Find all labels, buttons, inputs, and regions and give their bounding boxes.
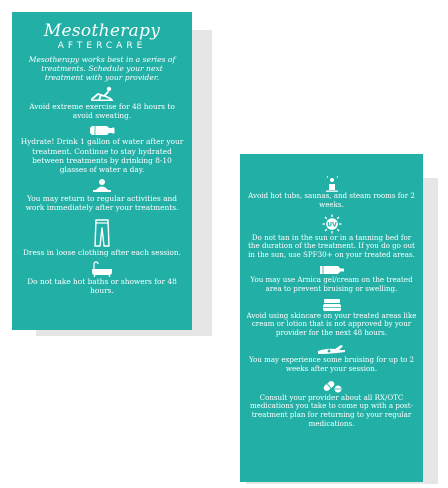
sauna-icon: [325, 176, 339, 192]
aftercare-item: [12, 261, 192, 295]
aftercare-item: [240, 264, 423, 294]
item-text: You may experience some bruising for up to 2 weeks after your session.: [248, 354, 415, 373]
work-icon: [89, 178, 115, 194]
arm-bruise-icon: [317, 342, 347, 356]
pants-icon: [92, 218, 112, 248]
item-text: Hydrate! Drink 1 gallon of water after your treatment. Continue to stay hydrated between treatments by drinking 8-10 glasses of water a day.: [20, 137, 184, 175]
exercise-icon: [89, 86, 115, 102]
aftercare-item: [12, 86, 192, 120]
item-text: Do not tan in the sun or in a tanning bed for the duration of the treatment. If you do go out in the sun, use SPF30+ on your treated areas.: [248, 232, 415, 260]
aftercare-item: [240, 342, 423, 374]
aftercare-item: [240, 176, 423, 210]
item-text: Consult your provider about all RX/OTC medications you take to come up with a post-treatment plan for returning to your regular medications.: [249, 392, 414, 428]
item-text: You may return to regular activities and work immediately after your treatments.: [25, 194, 179, 213]
card-intro: Mesotherapy works best in a series of treatments. Schedule your next treatment with your provider.: [28, 55, 176, 82]
item-text: You may use Arnica gel/cream on the treated area to prevent bruising or swelling.: [250, 274, 413, 293]
uv-sun-icon: [322, 214, 342, 234]
card-subtitle: AFTERCARE: [57, 41, 147, 51]
aftercare-card-back: [240, 154, 423, 482]
item-text: Avoid hot tubs, saunas, and steam rooms for 2 weeks.: [248, 191, 415, 209]
item-text: Avoid extreme exercise for 48 hours to avoid sweating.: [29, 102, 175, 121]
item-text: Dress in loose clothing after each session.: [23, 247, 181, 257]
aftercare-item: [240, 214, 423, 260]
svg-text:UV: UV: [326, 220, 337, 228]
aftercare-item: [12, 123, 192, 174]
water-bottle-icon: [87, 123, 117, 137]
item-text: Do not take hot baths or showers for 48 hours.: [27, 276, 177, 296]
aftercare-item: [240, 378, 423, 429]
item-text: Avoid using skincare on your treated areas like cream or lotion that is not approved by your provider for the next 48 hours.: [246, 310, 417, 338]
pills-icon: [321, 378, 343, 394]
card-title: Mesotherapy: [43, 21, 161, 41]
aftercare-item: [12, 218, 192, 257]
aftercare-item: [12, 178, 192, 212]
bathtub-icon: [89, 261, 115, 277]
aftercare-card-front: [12, 12, 192, 330]
cream-jar-icon: [321, 298, 343, 312]
aftercare-item: [240, 298, 423, 338]
